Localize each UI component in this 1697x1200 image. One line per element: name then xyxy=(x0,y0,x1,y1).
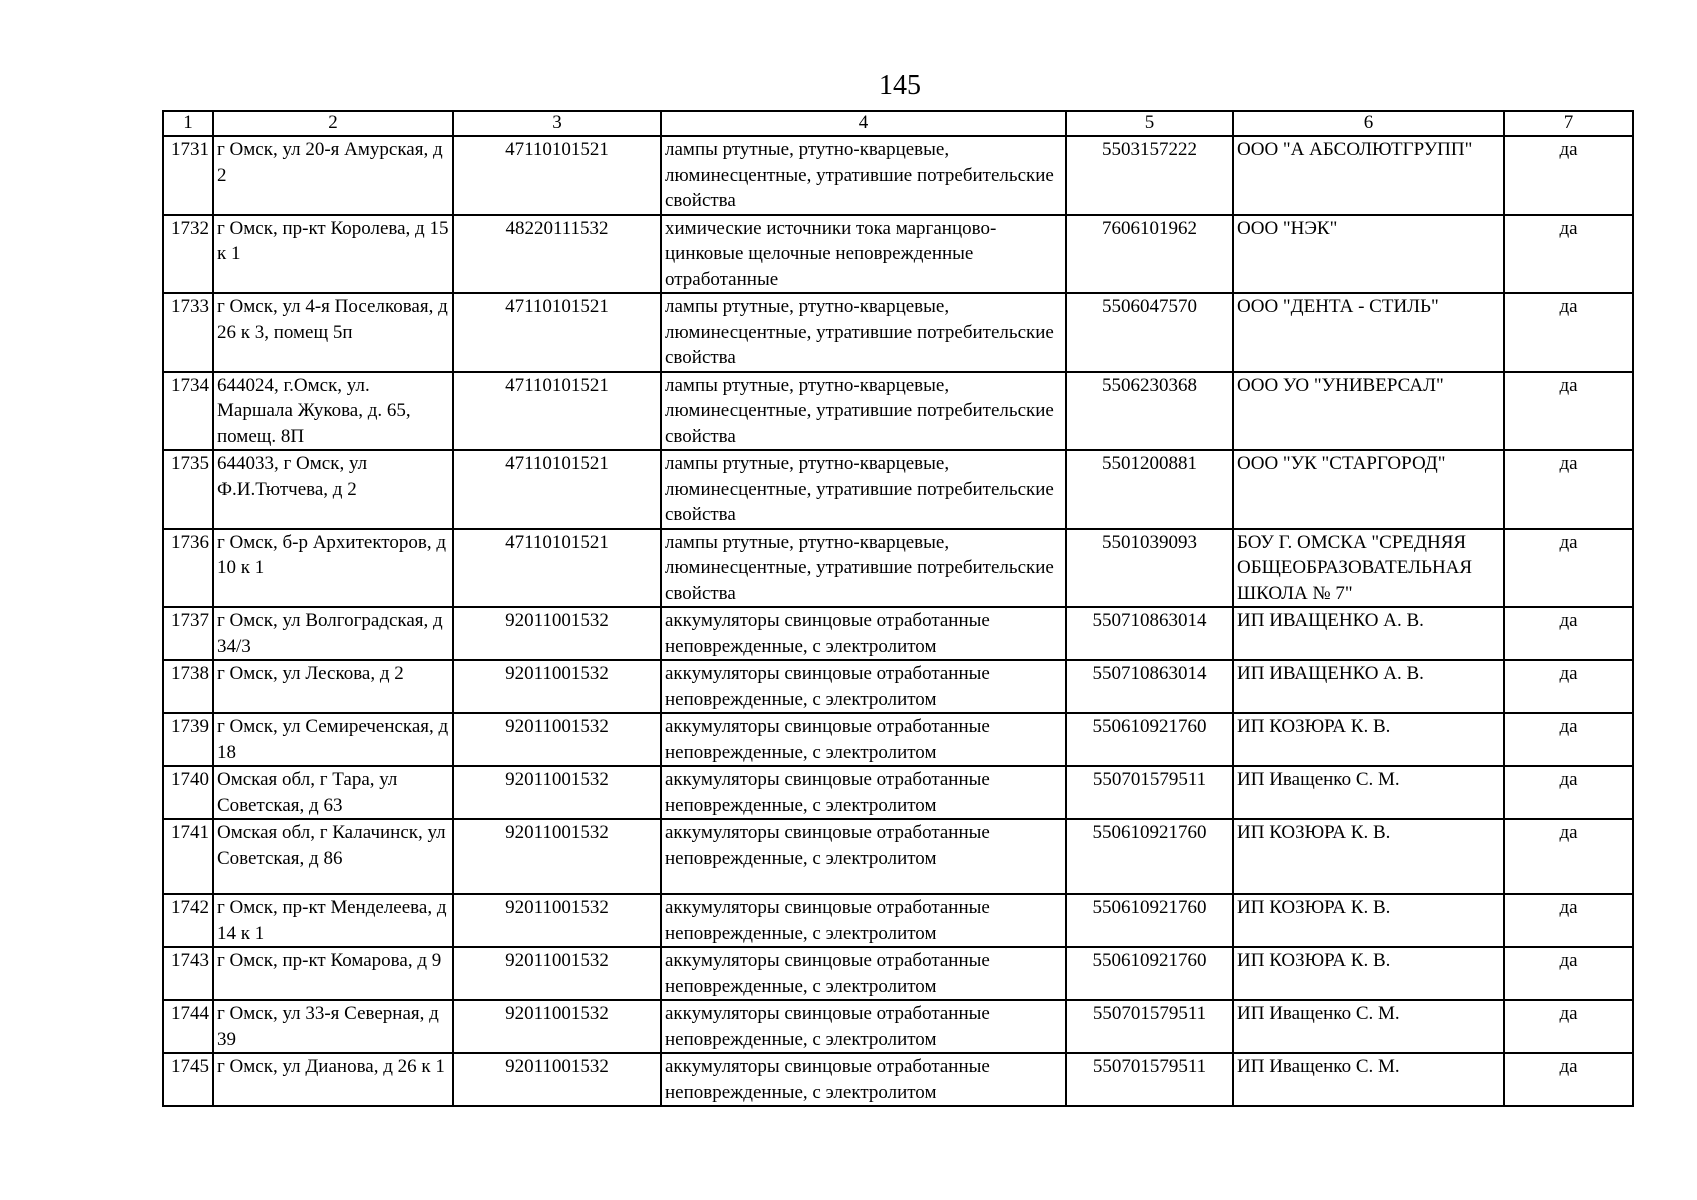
inn-cell: 550610921760 xyxy=(1066,713,1233,766)
address-cell: г Омск, пр-кт Королева, д 15 к 1 xyxy=(213,215,453,294)
row-number: 1741 xyxy=(163,819,213,894)
row-number: 1744 xyxy=(163,1000,213,1053)
flag-cell: да xyxy=(1504,293,1633,372)
inn-cell: 5501039093 xyxy=(1066,529,1233,608)
waste-code-cell: 92011001532 xyxy=(453,607,661,660)
flag-cell: да xyxy=(1504,1000,1633,1053)
organization-cell: ООО "ДЕНТА - СТИЛЬ" xyxy=(1233,293,1504,372)
row-number: 1733 xyxy=(163,293,213,372)
row-number: 1731 xyxy=(163,136,213,215)
row-number: 1732 xyxy=(163,215,213,294)
table-row xyxy=(163,894,1633,947)
waste-code-cell: 92011001532 xyxy=(453,766,661,819)
address-cell: г Омск, ул Лескова, д 2 xyxy=(213,660,453,713)
address-cell: г Омск, ул Семиреченская, д 18 xyxy=(213,713,453,766)
column-header: 3 xyxy=(453,111,661,136)
address-cell: 644033, г Омск, ул Ф.И.Тютчева, д 2 xyxy=(213,450,453,529)
table-row xyxy=(163,372,1633,451)
address-cell: Омская обл, г Калачинск, ул Советская, д 86 xyxy=(213,819,453,894)
flag-cell: да xyxy=(1504,819,1633,894)
organization-cell: ООО "А АБСОЛЮТГРУПП" xyxy=(1233,136,1504,215)
waste-code-cell: 47110101521 xyxy=(453,372,661,451)
address-cell: г Омск, б-р Архитекторов, д 10 к 1 xyxy=(213,529,453,608)
flag-cell: да xyxy=(1504,607,1633,660)
flag-cell: да xyxy=(1504,766,1633,819)
row-number: 1734 xyxy=(163,372,213,451)
waste-code-cell: 47110101521 xyxy=(453,293,661,372)
address-cell: г Омск, ул Волгоградская, д 34/3 xyxy=(213,607,453,660)
waste-code-cell: 92011001532 xyxy=(453,660,661,713)
column-header: 1 xyxy=(163,111,213,136)
waste-description-cell: химические источники тока марганцово-цинковые щелочные неповрежденные отработанные xyxy=(661,215,1066,294)
waste-description-cell: аккумуляторы свинцовые отработанные неповрежденные, с электролитом xyxy=(661,607,1066,660)
table-row xyxy=(163,947,1633,1000)
organization-cell: БОУ Г. ОМСКА "СРЕДНЯЯ ОБЩЕОБРАЗОВАТЕЛЬНАЯ ШКОЛА № 7" xyxy=(1233,529,1504,608)
table-row xyxy=(163,529,1633,608)
row-number: 1738 xyxy=(163,660,213,713)
organization-cell: ИП Иващенко С. М. xyxy=(1233,766,1504,819)
address-cell: г Омск, ул 20-я Амурская, д 2 xyxy=(213,136,453,215)
organization-cell: ИП ИВАЩЕНКО А. В. xyxy=(1233,660,1504,713)
flag-cell: да xyxy=(1504,136,1633,215)
waste-description-cell: аккумуляторы свинцовые отработанные неповрежденные, с электролитом xyxy=(661,660,1066,713)
inn-cell: 7606101962 xyxy=(1066,215,1233,294)
waste-description-cell: аккумуляторы свинцовые отработанные неповрежденные, с электролитом xyxy=(661,713,1066,766)
inn-cell: 550610921760 xyxy=(1066,947,1233,1000)
flag-cell: да xyxy=(1504,894,1633,947)
inn-cell: 550701579511 xyxy=(1066,766,1233,819)
organization-cell: ИП ИВАЩЕНКО А. В. xyxy=(1233,607,1504,660)
column-number-header xyxy=(163,111,1633,136)
table-row xyxy=(163,293,1633,372)
waste-code-cell: 92011001532 xyxy=(453,894,661,947)
inn-cell: 550710863014 xyxy=(1066,660,1233,713)
waste-code-cell: 92011001532 xyxy=(453,947,661,1000)
row-number: 1745 xyxy=(163,1053,213,1106)
waste-description-cell: лампы ртутные, ртутно-кварцевые, люминесцентные, утратившие потребительские свойства xyxy=(661,372,1066,451)
waste-description-cell: аккумуляторы свинцовые отработанные неповрежденные, с электролитом xyxy=(661,947,1066,1000)
row-number: 1740 xyxy=(163,766,213,819)
flag-cell: да xyxy=(1504,215,1633,294)
inn-cell: 5506047570 xyxy=(1066,293,1233,372)
flag-cell: да xyxy=(1504,947,1633,1000)
row-number: 1739 xyxy=(163,713,213,766)
row-number: 1743 xyxy=(163,947,213,1000)
flag-cell: да xyxy=(1504,372,1633,451)
table-row xyxy=(163,660,1633,713)
address-cell: 644024, г.Омск, ул. Маршала Жукова, д. 65, помещ. 8П xyxy=(213,372,453,451)
table-row xyxy=(163,136,1633,215)
table-row xyxy=(163,1000,1633,1053)
waste-description-cell: аккумуляторы свинцовые отработанные неповрежденные, с электролитом xyxy=(661,766,1066,819)
address-cell: г Омск, пр-кт Менделеева, д 14 к 1 xyxy=(213,894,453,947)
waste-code-cell: 47110101521 xyxy=(453,450,661,529)
waste-description-cell: аккумуляторы свинцовые отработанные неповрежденные, с электролитом xyxy=(661,1053,1066,1106)
waste-description-cell: аккумуляторы свинцовые отработанные неповрежденные, с электролитом xyxy=(661,894,1066,947)
inn-cell: 550610921760 xyxy=(1066,819,1233,894)
column-header: 7 xyxy=(1504,111,1633,136)
waste-code-cell: 92011001532 xyxy=(453,1053,661,1106)
inn-cell: 550701579511 xyxy=(1066,1000,1233,1053)
flag-cell: да xyxy=(1504,450,1633,529)
table-row xyxy=(163,450,1633,529)
organization-cell: ИП Иващенко С. М. xyxy=(1233,1000,1504,1053)
address-cell: Омская обл, г Тара, ул Советская, д 63 xyxy=(213,766,453,819)
waste-description-cell: лампы ртутные, ртутно-кварцевые, люминесцентные, утратившие потребительские свойства xyxy=(661,529,1066,608)
address-cell: г Омск, ул Дианова, д 26 к 1 xyxy=(213,1053,453,1106)
waste-registry-table xyxy=(162,110,1634,1107)
column-header: 6 xyxy=(1233,111,1504,136)
waste-code-cell: 47110101521 xyxy=(453,529,661,608)
flag-cell: да xyxy=(1504,529,1633,608)
waste-description-cell: аккумуляторы свинцовые отработанные неповрежденные, с электролитом xyxy=(661,819,1066,894)
address-cell: г Омск, ул 4-я Поселковая, д 26 к 3, помещ 5п xyxy=(213,293,453,372)
table-row xyxy=(163,766,1633,819)
row-number: 1736 xyxy=(163,529,213,608)
waste-code-cell: 92011001532 xyxy=(453,1000,661,1053)
column-header: 5 xyxy=(1066,111,1233,136)
waste-code-cell: 47110101521 xyxy=(453,136,661,215)
organization-cell: ООО "УК "СТАРГОРОД" xyxy=(1233,450,1504,529)
inn-cell: 550710863014 xyxy=(1066,607,1233,660)
organization-cell: ИП КОЗЮРА К. В. xyxy=(1233,947,1504,1000)
address-cell: г Омск, ул 33-я Северная, д 39 xyxy=(213,1000,453,1053)
table-row xyxy=(163,713,1633,766)
flag-cell: да xyxy=(1504,660,1633,713)
waste-code-cell: 48220111532 xyxy=(453,215,661,294)
flag-cell: да xyxy=(1504,713,1633,766)
organization-cell: ИП КОЗЮРА К. В. xyxy=(1233,819,1504,894)
inn-cell: 5503157222 xyxy=(1066,136,1233,215)
address-cell: г Омск, пр-кт Комарова, д 9 xyxy=(213,947,453,1000)
table-row xyxy=(163,215,1633,294)
inn-cell: 5506230368 xyxy=(1066,372,1233,451)
row-number: 1742 xyxy=(163,894,213,947)
column-header: 4 xyxy=(661,111,1066,136)
organization-cell: ИП Иващенко С. М. xyxy=(1233,1053,1504,1106)
page-number: 145 xyxy=(879,70,921,101)
row-number: 1737 xyxy=(163,607,213,660)
inn-cell: 550701579511 xyxy=(1066,1053,1233,1106)
waste-description-cell: лампы ртутные, ртутно-кварцевые, люминесцентные, утратившие потребительские свойства xyxy=(661,136,1066,215)
inn-cell: 550610921760 xyxy=(1066,894,1233,947)
waste-code-cell: 92011001532 xyxy=(453,713,661,766)
organization-cell: ООО "НЭК" xyxy=(1233,215,1504,294)
waste-description-cell: лампы ртутные, ртутно-кварцевые, люминесцентные, утратившие потребительские свойства xyxy=(661,450,1066,529)
inn-cell: 5501200881 xyxy=(1066,450,1233,529)
organization-cell: ИП КОЗЮРА К. В. xyxy=(1233,713,1504,766)
table-row xyxy=(163,1053,1633,1106)
column-header: 2 xyxy=(213,111,453,136)
waste-code-cell: 92011001532 xyxy=(453,819,661,894)
organization-cell: ИП КОЗЮРА К. В. xyxy=(1233,894,1504,947)
table-row xyxy=(163,607,1633,660)
waste-description-cell: лампы ртутные, ртутно-кварцевые, люминесцентные, утратившие потребительские свойства xyxy=(661,293,1066,372)
table-row xyxy=(163,819,1633,894)
row-number: 1735 xyxy=(163,450,213,529)
waste-description-cell: аккумуляторы свинцовые отработанные неповрежденные, с электролитом xyxy=(661,1000,1066,1053)
flag-cell: да xyxy=(1504,1053,1633,1106)
organization-cell: ООО УО "УНИВЕРСАЛ" xyxy=(1233,372,1504,451)
